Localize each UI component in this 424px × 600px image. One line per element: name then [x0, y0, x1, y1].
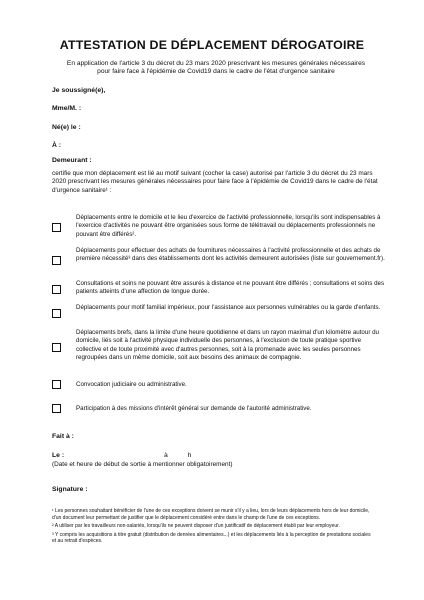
- intro-paragraph: En application de l'article 3 du décret du 23 mars 2020 prescrivant les mesures générales nécessaires pour faire face à l'épidémie de Covid19 dans le cadre de l'état d'urgence sanitaire: [66, 60, 366, 76]
- at-separator: à: [163, 452, 168, 459]
- field-birthdate[interactable]: Né(e) le :: [52, 124, 81, 131]
- checkbox-work[interactable]: [52, 223, 61, 232]
- checkbox-exercise[interactable]: [52, 343, 61, 352]
- checkbox-health[interactable]: [52, 285, 61, 294]
- field-fait-a[interactable]: Fait à :: [52, 433, 74, 440]
- document-title: ATTESTATION DE DÉPLACEMENT DÉROGATOIRE: [59, 38, 365, 52]
- reason-family-text: Déplacements pour motif familial impérieux, pour l'assistance aux personnes vulnérables ou la garde d'enfants.: [76, 304, 381, 311]
- footnotes: [52, 508, 372, 547]
- reason-mission-text: Participation à des missions d'intérêt général sur demande de l'autorité administrative.: [76, 405, 312, 412]
- certify-paragraph: certifie que mon déplacement est lié au motif suivant (cocher la case) autorisé par l'article 3 du décret du 23 mars 2020 prescrivant les mesures générales nécessaires pour faire face à l'épidémie de Covid19 dans le cadre de l'état d'urgence sanitaire¹ :: [52, 170, 378, 194]
- footnote-3: ³ Y compris les acquisitions à titre gratuit (distribution de denrées alimentaires...) et les déplacements liés à la perception de prestations sociales et au retrait d'espèces.: [52, 531, 371, 545]
- checkbox-shopping[interactable]: [52, 256, 61, 265]
- reason-summons-text: Convocation judiciaire ou administrative.: [76, 381, 187, 388]
- field-signature[interactable]: Signature :: [52, 486, 88, 493]
- checkbox-family[interactable]: [52, 309, 61, 318]
- checkbox-mission[interactable]: [52, 404, 61, 413]
- reason-exercise-text: Déplacements brefs, dans la limite d'une heure quotidienne et dans un rayon maximal d'un kilomètre autour du domicile, liés soit à l'activité physique individuelle des personnes, à l'exclusion de toute pratique sportive collective et de toute proximité avec d'autres personnes, soit à la promenade avec les seules personnes regroupées dans un même domicile, soit aux besoins des animaux de compagnie.: [76, 329, 379, 361]
- reason-health-text: Consultations et soins ne pouvant être assurés à distance et ne pouvant être différés ; consultations et soins des patients atteints d'une affection de longue durée.: [76, 280, 385, 296]
- checkbox-summons[interactable]: [52, 380, 61, 389]
- field-soussigne: Je soussigné(e),: [52, 87, 106, 94]
- footnote-2: ² A utiliser par les travailleurs non-salariés, lorsqu'ils ne peuvent disposer d'un justificatif de déplacement établi par leur employeur.: [52, 523, 340, 530]
- field-name[interactable]: Mme/M. :: [52, 105, 82, 112]
- footnote-1: ¹ Les personnes souhaitant bénéficier de l'une de ces exceptions doivent se munir s'il y a lieu, lors de leurs déplacements hors de leur domicile, d'un document leur permettant de justifier que le déplacement considéré entre dans le champ de l'une de ces exceptions.: [52, 508, 370, 521]
- date-note: (Date et heure de début de sortie à mentionner obligatoirement): [52, 461, 233, 468]
- field-birthplace[interactable]: À :: [52, 142, 62, 149]
- field-date-label: Le :: [52, 452, 65, 459]
- reason-shopping-text: Déplacements pour effectuer des achats de fournitures nécessaires à l'activité professionnelle et des achats de première nécessité³ dans des établissements dont les activités demeurent autorisées (liste sur gouvernement.fr).: [76, 247, 385, 263]
- reason-work-text: Déplacements entre le domicile et le lieu d'exercice de l'activité professionnelle, lorsqu'ils sont indispensables à l'exercice d'activités ne pouvant être organisées sous forme de télétravail ou déplacements professionnels ne pouvant être différés².: [76, 214, 381, 238]
- field-address[interactable]: Demeurant :: [52, 157, 92, 164]
- hour-separator: h: [187, 452, 192, 459]
- date-time-row[interactable]: [52, 452, 191, 459]
